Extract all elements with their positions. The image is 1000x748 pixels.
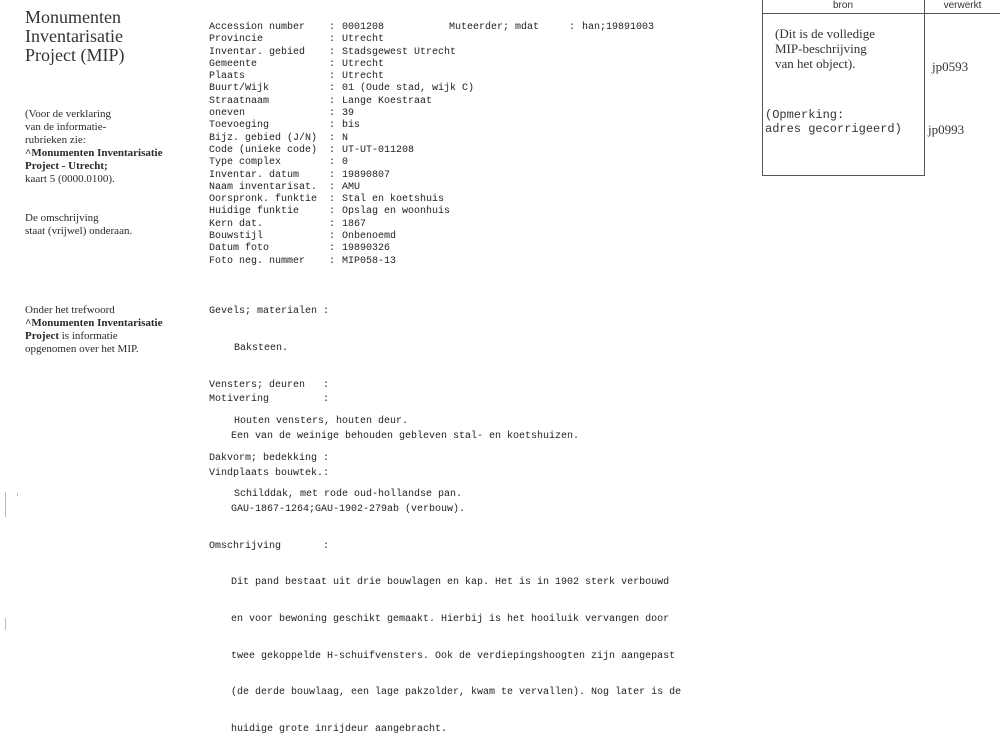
field-separator: : [329, 108, 336, 120]
field-label: Naam inventarisat. [209, 181, 318, 193]
note-line: ^Monumenten Inventarisatie [25, 147, 163, 159]
desc-line: van het object). [775, 56, 856, 71]
source-table [762, 0, 1000, 176]
note-line: De omschrijving [25, 212, 99, 224]
section-value: Baksteen. [234, 343, 289, 355]
field-separator: : [329, 34, 336, 46]
field-value: 39 [342, 108, 355, 120]
section-label: Vindplaats bouwtek.: [209, 467, 330, 479]
field-value: 19890807 [342, 169, 391, 181]
field-row [209, 231, 729, 243]
field-value: N [342, 132, 349, 144]
field-value: UT-UT-011208 [342, 144, 415, 156]
field-label: Foto neg. nummer [209, 255, 306, 267]
description-line: (de derde bouwlaag, een lage pakzolder, kwam te vervallen). Nog later is de [231, 687, 682, 699]
field-row [209, 243, 729, 255]
section-label: Dakvorm; bedekking : [209, 452, 330, 464]
field-separator: : [329, 83, 336, 95]
scan-mark [5, 618, 6, 630]
field-value: Utrecht [342, 34, 385, 46]
field-separator: : [329, 206, 336, 218]
field-value: Utrecht [342, 71, 385, 83]
field-separator: : [329, 22, 336, 33]
field-row [209, 145, 729, 157]
processed-code: jp0993 [928, 122, 965, 137]
field-label: Huidige funktie [209, 206, 300, 218]
field-row [209, 219, 729, 231]
description-note [25, 212, 185, 238]
field-row [209, 22, 729, 34]
field-label: Inventar. gebied [209, 46, 306, 58]
section-label: Gevels; materialen : [209, 306, 330, 318]
field-row [209, 108, 729, 120]
desc-line: MIP-beschrijving [775, 41, 867, 56]
note-text: is informatie [59, 330, 118, 342]
field-label: Datum foto [209, 243, 270, 255]
section-value: Een van de weinige behouden gebleven stal- en koetshuizen. [231, 431, 580, 443]
field-value: 0 [342, 157, 349, 169]
note-line: ^Monumenten Inventarisatie [25, 317, 163, 329]
field-separator: : [329, 218, 336, 230]
info-note [25, 108, 185, 186]
table-rule [762, 13, 1000, 14]
record-fields [209, 22, 729, 268]
field-separator: : [329, 46, 336, 58]
field-label: Straatnaam [209, 95, 270, 107]
field-label: Buurt/Wijk [209, 83, 270, 95]
field-label: Type complex [209, 157, 282, 169]
field-row [209, 83, 729, 95]
source-description [775, 26, 925, 71]
remark-line: (Opmerking: [765, 108, 845, 122]
field-separator: : [329, 181, 336, 193]
keyword-note [25, 304, 185, 356]
header-verwerkt: verwerkt [943, 0, 982, 11]
section-label: Motivering : [209, 394, 330, 406]
field-label: Oorspronk. funktie [209, 194, 318, 206]
table-rule [762, 0, 763, 176]
note-line [25, 330, 185, 343]
remark [765, 108, 925, 136]
field-row [209, 157, 729, 169]
remark-line: adres gecorrigeerd) [765, 122, 902, 136]
field-value: AMU [342, 181, 361, 193]
scan-mark [17, 493, 18, 496]
field-separator: : [329, 58, 336, 70]
desc-line: (Dit is de volledige [775, 26, 876, 41]
mutator-value: han;19891003 [582, 22, 655, 33]
field-value: 0001208 [342, 22, 385, 33]
field-row [209, 71, 729, 83]
field-row [209, 256, 729, 268]
note-line: staat (vrijwel) onderaan. [25, 225, 133, 237]
section-value: GAU-1867-1264;GAU-1902-279ab (verbouw). [231, 504, 466, 516]
field-separator: : [569, 22, 576, 33]
description-line: Dit pand bestaat uit drie bouwlagen en kap. Het is in 1902 sterk verbouwd [231, 577, 670, 589]
field-separator: : [329, 255, 336, 267]
field-separator: : [329, 120, 336, 132]
field-row [209, 34, 729, 46]
field-value: Utrecht [342, 58, 385, 70]
field-value: Stadsgewest Utrecht [342, 46, 457, 58]
field-row [209, 59, 729, 71]
field-row [209, 194, 729, 206]
field-separator: : [329, 71, 336, 83]
page-title: Monumenten Inventarisatie Project (MIP) [25, 7, 125, 65]
field-row [209, 206, 729, 218]
field-separator: : [329, 169, 336, 181]
note-line: rubrieken zie: [25, 134, 86, 146]
field-value: 19890326 [342, 243, 391, 255]
field-label: Bijz. gebied (J/N) [209, 132, 318, 144]
field-label: Bouwstijl [209, 231, 264, 243]
field-label: oneven [209, 108, 246, 120]
section-label: Omschrijving : [209, 540, 330, 552]
field-value: 01 (Oude stad, wijk C) [342, 83, 475, 95]
field-value: 1867 [342, 218, 367, 230]
field-row [209, 133, 729, 145]
field-row [209, 47, 729, 59]
section-value: Schilddak, met rode oud-hollandse pan. [234, 489, 463, 501]
field-value: MIP058-13 [342, 255, 397, 267]
description-line: huidige grote inrijdeur aangebracht. [231, 723, 448, 735]
field-separator: : [329, 132, 336, 144]
field-separator: : [329, 144, 336, 156]
field-row [209, 182, 729, 194]
section-label: Vensters; deuren : [209, 379, 330, 391]
table-rule [762, 175, 925, 176]
field-label: Gemeente [209, 58, 258, 70]
note-line: kaart 5 (0000.0100). [25, 173, 115, 185]
note-line: Onder het trefwoord [25, 304, 115, 316]
note-line: (Voor de verklaring [25, 108, 111, 120]
note-line: van de informatie- [25, 121, 107, 133]
field-label: Provincie [209, 34, 264, 46]
processed-code: jp0593 [932, 59, 969, 74]
field-value: bis [342, 120, 361, 132]
note-line: opgenomen over het MIP. [25, 343, 139, 355]
field-value: Lange Koestraat [342, 95, 433, 107]
field-row [209, 170, 729, 182]
field-label: Code (unieke code) [209, 144, 318, 156]
note-bold: Project [25, 330, 59, 342]
description-line: twee gekoppelde H-schuifvensters. Ook de verdiepingshoogten zijn aangepast [231, 650, 676, 662]
header-bron: bron [832, 0, 853, 11]
field-separator: : [329, 194, 336, 206]
field-row [209, 120, 729, 132]
field-label: Inventar. datum [209, 169, 300, 181]
field-value: Opslag en woonhuis [342, 206, 451, 218]
section-value: Houten vensters, houten deur. [234, 416, 409, 428]
field-label: Accession number [209, 22, 306, 33]
field-label: Kern dat. [209, 218, 264, 230]
field-label: Plaats [209, 71, 246, 83]
field-value: Onbenoemd [342, 231, 397, 243]
field-separator: : [329, 157, 336, 169]
description-line: en voor bewoning geschikt gemaakt. Hierbij is het hooiluik vervangen door [231, 614, 670, 626]
field-separator: : [329, 231, 336, 243]
field-separator: : [329, 243, 336, 255]
field-separator: : [329, 95, 336, 107]
mutator-label: Muteerder; mdat [449, 22, 540, 33]
field-row [209, 96, 729, 108]
field-value: Stal en koetshuis [342, 194, 445, 206]
field-label: Toevoeging [209, 120, 270, 132]
scan-mark [5, 492, 6, 517]
motivering-section [209, 370, 681, 748]
note-line: Project - Utrecht; [25, 160, 108, 172]
